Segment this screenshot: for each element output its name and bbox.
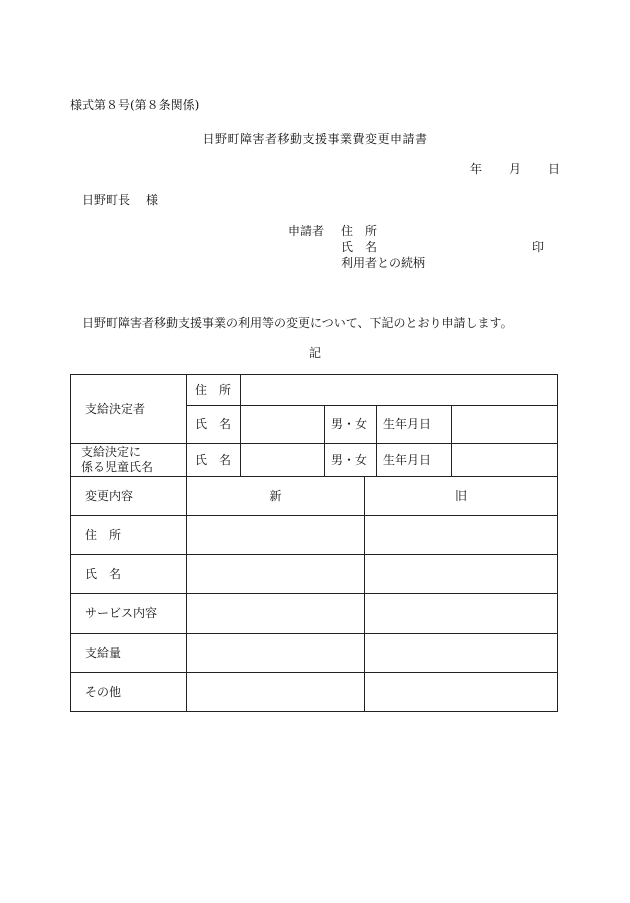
child-name-row [71,444,558,477]
old-value-field[interactable] [365,673,558,712]
old-value-field[interactable] [365,634,558,673]
applicant-name-label: 氏 名 [341,240,378,254]
recipient-label: 支給決定者 [71,375,187,444]
change-row-other [71,673,558,712]
date-year-label: 年 [470,162,483,176]
recipient-name-label: 氏 名 [187,406,241,444]
change-row-name [71,555,558,594]
old-column-header: 旧 [365,477,558,516]
child-name-field[interactable] [241,444,325,477]
new-value-field[interactable] [187,594,365,634]
applicant-address-label: 住 所 [341,224,378,238]
recipient-name-field[interactable] [241,406,325,444]
applicant-label: 申請者 [288,224,325,238]
document-title: 日野町障害者移動支援事業費変更申請書 [202,132,428,146]
recipient-address-row [71,375,558,406]
new-value-field[interactable] [187,516,365,555]
change-row-service [71,594,558,634]
recipient-birthdate-label: 生年月日 [377,406,452,444]
old-value-field[interactable] [365,555,558,594]
change-header-row [71,477,558,516]
new-value-field[interactable] [187,673,365,712]
child-label-line1: 支給決定に [81,445,142,459]
recipient-gender-label[interactable]: 男・女 [325,406,377,444]
change-content-label: 変更内容 [71,477,187,516]
recipient-birthdate-field[interactable] [452,406,558,444]
change-row-label: サービス内容 [71,594,187,634]
child-label-line2: 係る児童氏名 [81,460,154,474]
child-name-label: 氏 名 [187,444,241,477]
change-row-label: 氏 名 [71,555,187,594]
child-birthdate-label: 生年月日 [377,444,452,477]
old-value-field[interactable] [365,516,558,555]
date-month-label: 月 [509,162,522,176]
new-value-field[interactable] [187,555,365,594]
form-number: 様式第８号(第８条関係) [70,98,200,112]
change-row-label: 支給量 [71,634,187,673]
addressee: 日野町長 [82,193,131,207]
date-day-label: 日 [548,162,561,176]
applicant-relation-label: 利用者との続柄 [341,256,426,270]
new-column-header: 新 [187,477,365,516]
ki-label: 記 [308,346,321,360]
change-row-label: 住 所 [71,516,187,555]
body-text: 日野町障害者移動支援事業の利用等の変更について、下記のとおり申請します。 [82,316,513,330]
child-birthdate-field[interactable] [452,444,558,477]
old-value-field[interactable] [365,594,558,634]
child-gender-label[interactable]: 男・女 [325,444,377,477]
addressee-suffix: 様 [146,193,159,207]
new-value-field[interactable] [187,634,365,673]
child-label [71,444,187,477]
seal-mark: 印 [532,240,545,254]
change-row-address [71,516,558,555]
change-row-amount [71,634,558,673]
recipient-address-label: 住 所 [187,375,241,406]
change-form-table [70,374,558,712]
recipient-address-field[interactable] [241,375,558,406]
change-row-label: その他 [71,673,187,712]
